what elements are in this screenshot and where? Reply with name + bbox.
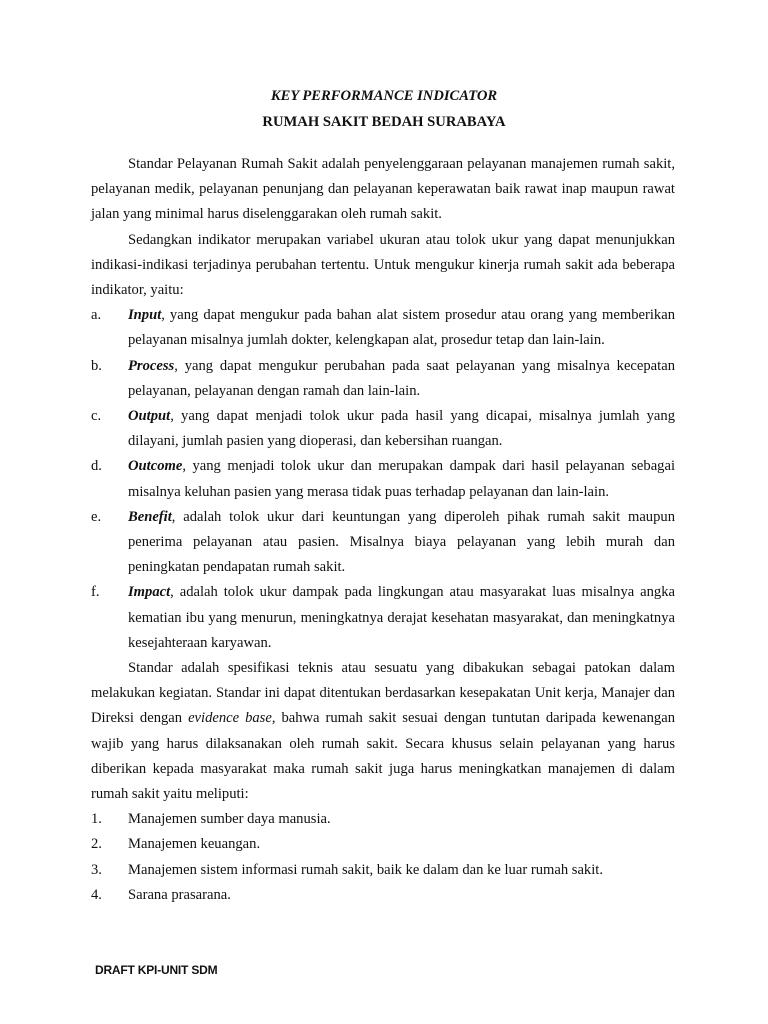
document-subtitle: RUMAH SAKIT BEDAH SURABAYA [262,114,506,130]
list-item [91,354,675,404]
indicator-list [91,303,675,656]
list-item [91,505,675,581]
list-item [91,807,675,832]
paragraph-indikator: Sedangkan indikator merupakan variabel ukuran atau tolok ukur yang dapat menunjukkan indikasi-indikasi terjadinya perubahan tertentu. Untuk mengukur kinerja rumah sakit ada beberapa indikator, yaitu: [91,231,675,299]
document-title: KEY PERFORMANCE INDICATOR [270,88,498,104]
list-item [91,580,675,656]
list-marker: 4. [91,886,102,903]
indicator-term: Output [128,408,171,425]
list-item [91,858,675,883]
indicator-term: Benefit [128,508,172,525]
paragraph-standar-pelayanan: Standar Pelayanan Rumah Sakit adalah penyelenggaraan pelayanan manajemen rumah sakit, pelayanan medik, pelayanan penunjang dan pelayanan keperawatan baik rawat inap maupun rawat jalan yang minimal harus diselenggarakan oleh rumah sakit. [91,156,675,223]
indicator-term: Outcome [128,458,183,475]
list-text: Manajemen sistem informasi rumah sakit, baik ke dalam dan ke luar rumah sakit. [128,861,603,878]
list-text: Manajemen sumber daya manusia. [128,811,331,828]
list-text: Sarana prasarana. [128,886,231,903]
indicator-description: , yang menjadi tolok ukur dan merupakan dampak dari hasil pelayanan sebagai misalnya keluhan pasien yang merasa tidak puas terhadap pelayanan dan lain-lain. [128,458,675,500]
list-marker: 3. [91,861,102,878]
indicator-description: , adalah tolok ukur dampak pada lingkungan atau masyarakat luas misalnya angka kematian ibu yang menurun, meningkatnya derajat kesehatan masyarakat, dan meningkatnya kesejahteraan karyawan. [128,584,675,651]
management-list [91,807,675,908]
emphasis-evidence-base: evidence base [188,710,272,727]
list-marker: f. [91,584,100,601]
document-body [91,152,675,908]
list-marker: b. [91,357,102,374]
list-text: Manajemen keuangan. [128,836,261,853]
indicator-description: , yang dapat mengukur pada bahan alat sistem prosedur atau orang yang memberikan pelayanan misalnya jumlah dokter, kelengkapan alat, prosedur tetap dan lain-lain. [128,307,675,349]
indicator-description: , yang dapat mengukur perubahan pada saat pelayanan yang misalnya kecepatan pelayanan, pelayanan dengan ramah dan lain-lain. [128,357,675,399]
list-marker: 1. [91,811,102,828]
list-marker: e. [91,508,102,525]
indicator-description: , adalah tolok ukur dari keuntungan yang diperoleh pihak rumah sakit maupun penerima pelayanan atau pasien. Misalnya biaya pelayanan yang lebih murah dan peningkatan pendapatan rumah sakit. [128,508,675,576]
list-item [91,883,675,908]
list-item [91,404,675,454]
indicator-term: Input [128,307,162,324]
list-item [91,832,675,857]
indicator-term: Impact [128,584,171,601]
list-marker: 2. [91,836,102,853]
list-item [91,454,675,504]
list-item [91,303,675,353]
indicator-term: Process [128,357,175,374]
list-marker: a. [91,307,102,324]
list-marker: d. [91,458,102,475]
paragraph-standar: Standar adalah spesifikasi teknis atau sesuatu yang dibakukan sebagai patokan dalam melakukan kegiatan. Standar ini dapat ditentukan berdasarkan kesepakatan Unit kerja, Manajer dan Direksi dengan evidence base, bahwa rumah sakit sesuai dengan tuntutan daripada kewenangan wajib yang harus dilaksanakan oleh rumah sakit. Secara khusus selain pelayanan yang harus diberikan kepada masyarakat maka rumah sakit juga harus meningkatkan manajemen di dalam rumah sakit yaitu meliputi: [91,660,676,803]
list-marker: c. [91,408,102,425]
indicator-description: , yang dapat menjadi tolok ukur pada hasil yang dicapai, misalnya jumlah yang dilayani, jumlah pasien yang dioperasi, dan kebersihan ruangan. [128,408,675,450]
page-footer: DRAFT KPI-UNIT SDM [95,963,218,977]
